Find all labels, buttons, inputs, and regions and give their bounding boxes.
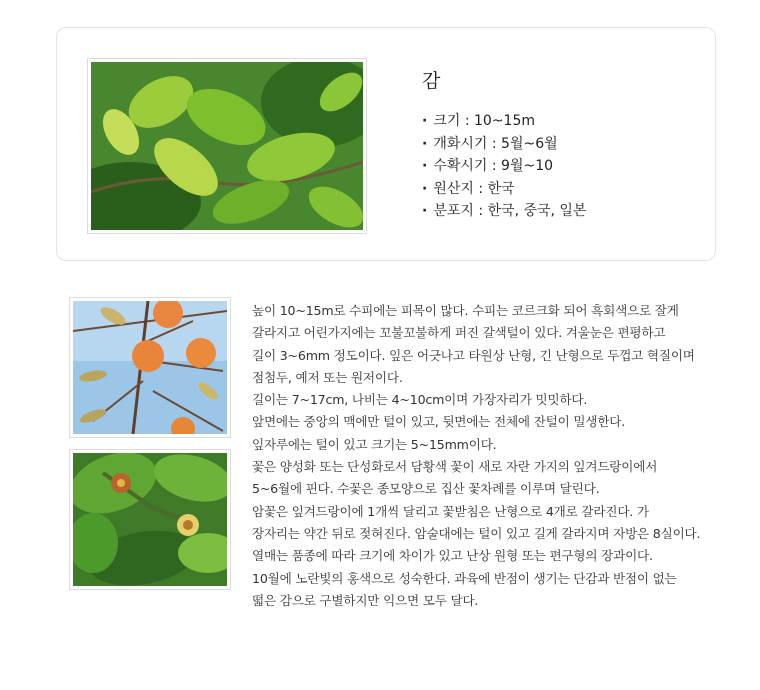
description-line: 5~6월에 핀다. 수꽃은 종모양으로 집산 꽃차례를 이루며 달린다. [252, 481, 600, 497]
spec-list [422, 110, 586, 223]
spec-origin: · 원산지 : 한국 [422, 178, 586, 201]
description-line: 장자리는 약간 뒤로 젖혀진다. 암술대에는 털이 있고 길게 갈라지며 자방은 8실이다. [252, 525, 701, 541]
description-line: 열매는 품종에 따라 크기에 차이가 있고 난상 원형 또는 편구형의 장과이다. [252, 548, 653, 564]
description-line: 길이 3~6mm 정도이다. 잎은 어긋나고 타원상 난형, 긴 난형으로 두껍고 혁질이며 [252, 347, 695, 363]
description-line: 떫은 감으로 구별하지만 익으면 모두 달다. [252, 592, 479, 608]
plant-title: 감 [422, 70, 441, 92]
description-line: 앞면에는 중앙의 맥에만 털이 있고, 뒷면에는 전체에 잔털이 밀생한다. [252, 414, 626, 430]
persimmon-fruit-photo [69, 297, 231, 438]
description-line: 갈라지고 어린가지에는 꼬불꼬불하게 퍼진 갈색털이 있다. 겨울눈은 편평하고 [252, 325, 666, 341]
description-line: 점첨두, 예저 또는 원저이다. [252, 369, 403, 385]
description-line: 암꽃은 잎겨드랑이에 1개씩 달리고 꽃받침은 난형으로 4개로 갈라진다. 가 [252, 503, 649, 519]
description-line: 잎자루에는 털이 있고 크기는 5~15mm이다. [252, 436, 497, 452]
description-line: 길이는 7~17cm, 나비는 4~10cm이며 가장자리가 밋밋하다. [252, 392, 588, 408]
spec-distribution: · 분포지 : 한국, 중국, 일본 [422, 200, 586, 223]
spec-harvest: · 수확시기 : 9월~10 [422, 155, 586, 178]
description-line: 높이 10~15m로 수피에는 피목이 많다. 수피는 코르크화 되어 흑회색으로 잘게 [252, 303, 679, 318]
spec-size: · 크기 : 10~15m [422, 110, 586, 133]
spec-flowering: · 개화시기 : 5월~6월 [422, 133, 586, 156]
description [252, 300, 700, 612]
persimmon-flower-photo [69, 449, 231, 590]
description-line: 10월에 노란빛의 홍색으로 성숙한다. 과육에 반점이 생기는 단감과 반점이 없는 [252, 570, 677, 586]
description-line: 꽃은 양성화 또는 단성화로서 담황색 꽃이 새로 자란 가지의 잎겨드랑이에서 [252, 459, 658, 475]
persimmon-leaves-photo [87, 58, 367, 234]
